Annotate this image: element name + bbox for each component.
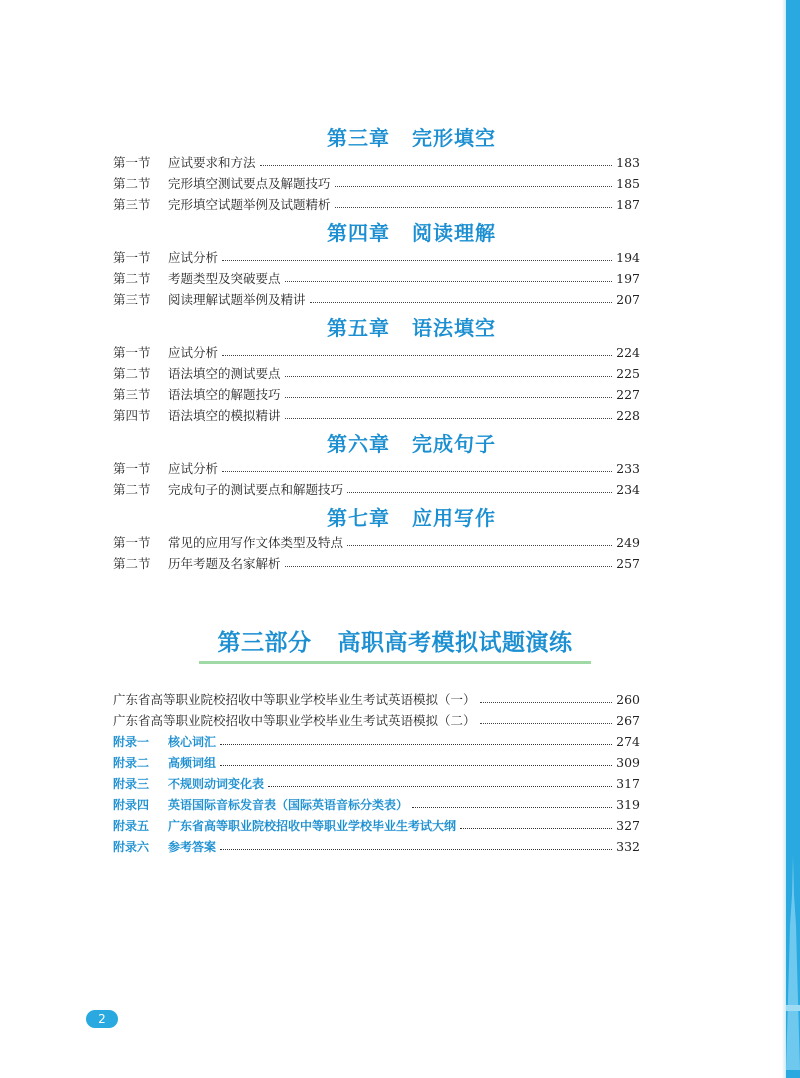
dot-leader <box>460 828 612 829</box>
entry-label: 语法填空的模拟精讲 <box>168 408 281 423</box>
dot-leader <box>268 786 612 787</box>
page-number: 185 <box>616 176 640 191</box>
section-number: 第四节 <box>113 408 151 423</box>
toc-entry[interactable] <box>113 152 640 173</box>
chapter-number: 第四章 <box>327 221 390 245</box>
dot-leader <box>222 260 612 261</box>
page-number: 317 <box>616 776 640 791</box>
appendix-number: 附录一 <box>113 735 150 749</box>
appendix-number: 附录五 <box>113 819 150 833</box>
appendix-entry[interactable] <box>113 794 640 815</box>
entry-label: 英语国际音标发音表（国际英语音标分类表） <box>168 798 409 812</box>
entry-label: 应试要求和方法 <box>168 155 256 170</box>
chapter-number: 第三章 <box>327 126 390 150</box>
section-number: 第二节 <box>113 556 151 571</box>
dot-leader <box>412 807 612 808</box>
appendix-number: 附录六 <box>113 840 150 854</box>
appendix-number: 附录四 <box>113 798 150 812</box>
entry-label: 参考答案 <box>168 840 217 854</box>
chapter-title <box>113 504 640 532</box>
section-number: 第二节 <box>113 176 151 191</box>
dot-leader <box>285 281 612 282</box>
entry-label: 阅读理解试题举例及精讲 <box>168 292 306 307</box>
chapter-name: 语法填空 <box>412 316 496 340</box>
chapter-title <box>113 219 640 247</box>
part-number: 第三部分 <box>217 630 312 656</box>
appendix-list <box>113 689 640 857</box>
toc-entry[interactable] <box>113 458 640 479</box>
entry-label: 语法填空的解题技巧 <box>168 387 281 402</box>
chapter-number: 第五章 <box>327 316 390 340</box>
toc-entry[interactable] <box>113 194 640 215</box>
entry-label: 应试分析 <box>168 461 219 476</box>
section-number: 第一节 <box>113 535 151 550</box>
dot-leader <box>335 186 612 187</box>
page-number: 194 <box>616 250 640 265</box>
chapter-number: 第七章 <box>327 506 390 530</box>
toc-entry[interactable] <box>113 384 640 405</box>
dot-leader <box>220 849 612 850</box>
page-number: 187 <box>616 197 640 212</box>
section-number: 第三节 <box>113 197 151 212</box>
appendix-number: 附录二 <box>113 756 150 770</box>
table-of-contents <box>113 124 640 578</box>
toc-entry[interactable] <box>113 479 640 500</box>
entry-label: 应试分析 <box>168 345 219 360</box>
section-number: 第二节 <box>113 271 151 286</box>
page-number: 249 <box>616 535 640 550</box>
chapter-name: 应用写作 <box>412 506 496 530</box>
chapter-4 <box>113 219 640 310</box>
page-number-badge: 2 <box>86 1010 118 1028</box>
dot-leader <box>220 765 612 766</box>
dot-leader <box>310 302 612 303</box>
page-number: 207 <box>616 292 640 307</box>
section-number: 第一节 <box>113 345 151 360</box>
dot-leader <box>220 744 612 745</box>
appendix-entry[interactable] <box>113 815 640 836</box>
dot-leader <box>222 471 612 472</box>
page-number: 327 <box>616 818 640 833</box>
entry-label: 应试分析 <box>168 250 219 265</box>
page-number: 224 <box>616 345 640 360</box>
section-number: 第一节 <box>113 250 151 265</box>
chapter-number: 第六章 <box>327 432 390 456</box>
chapter-name: 完成句子 <box>412 432 496 456</box>
entry-label: 核心词汇 <box>168 735 217 749</box>
tower-silhouette-icon <box>786 855 800 1070</box>
page-number: 267 <box>616 713 640 728</box>
chapter-name: 完形填空 <box>412 126 496 150</box>
chapter-title <box>113 430 640 458</box>
chapter-3 <box>113 124 640 215</box>
dot-leader <box>480 723 612 724</box>
entry-label: 完成句子的测试要点和解题技巧 <box>168 482 344 497</box>
dot-leader <box>260 165 612 166</box>
entry-label: 考题类型及突破要点 <box>168 271 281 286</box>
chapter-7 <box>113 504 640 574</box>
chapter-title <box>113 314 640 342</box>
page-number: 319 <box>616 797 640 812</box>
entry-label: 广东省高等职业院校招收中等职业学校毕业生考试大纲 <box>168 819 457 833</box>
page-number: 183 <box>616 155 640 170</box>
part-name: 高职高考模拟试题演练 <box>337 630 573 656</box>
entry-label: 语法填空的测试要点 <box>168 366 281 381</box>
entry-label: 不规则动词变化表 <box>168 777 265 791</box>
dot-leader <box>347 545 612 546</box>
appendix-number: 附录三 <box>113 777 150 791</box>
toc-entry[interactable] <box>113 689 640 710</box>
page-number: 197 <box>616 271 640 286</box>
toc-entry[interactable] <box>113 342 640 363</box>
dot-leader <box>285 418 612 419</box>
dot-leader <box>222 355 612 356</box>
toc-entry[interactable] <box>113 553 640 574</box>
toc-entry[interactable] <box>113 247 640 268</box>
page-number: 234 <box>616 482 640 497</box>
toc-entry[interactable] <box>113 268 640 289</box>
page-number: 309 <box>616 755 640 770</box>
section-number: 第三节 <box>113 292 151 307</box>
page-number: 332 <box>616 839 640 854</box>
dot-leader <box>285 397 612 398</box>
appendix-entry[interactable] <box>113 752 640 773</box>
appendix-entry[interactable] <box>113 836 640 857</box>
chapter-6 <box>113 430 640 500</box>
entry-label: 广东省高等职业院校招收中等职业学校毕业生考试英语模拟（一） <box>113 692 476 707</box>
section-number: 第二节 <box>113 366 151 381</box>
section-number: 第一节 <box>113 155 151 170</box>
entry-label: 完形填空测试要点及解题技巧 <box>168 176 331 191</box>
part-title <box>199 624 591 664</box>
dot-leader <box>347 492 612 493</box>
page-number: 257 <box>616 556 640 571</box>
dot-leader <box>285 566 612 567</box>
entry-label: 高频词组 <box>168 756 217 770</box>
section-number: 第三节 <box>113 387 151 402</box>
toc-entry[interactable] <box>113 405 640 426</box>
toc-entry[interactable] <box>113 710 640 731</box>
page-number: 228 <box>616 408 640 423</box>
entry-label: 常见的应用写作文体类型及特点 <box>168 535 344 550</box>
dot-leader <box>285 376 612 377</box>
toc-entry[interactable] <box>113 363 640 384</box>
chapter-name: 阅读理解 <box>412 221 496 245</box>
appendix-entry[interactable] <box>113 731 640 752</box>
toc-entry[interactable] <box>113 289 640 310</box>
entry-label: 历年考题及名家解析 <box>168 556 281 571</box>
entry-label: 完形填空试题举例及试题精析 <box>168 197 331 212</box>
dot-leader <box>480 702 612 703</box>
page-number: 233 <box>616 461 640 476</box>
dot-leader <box>335 207 612 208</box>
page-number: 225 <box>616 366 640 381</box>
section-number: 第二节 <box>113 482 151 497</box>
chapter-5 <box>113 314 640 426</box>
page-number: 227 <box>616 387 640 402</box>
page-number: 260 <box>616 692 640 707</box>
chapter-title <box>113 124 640 152</box>
toc-entry[interactable] <box>113 532 640 553</box>
page-number: 274 <box>616 734 640 749</box>
appendix-entry[interactable] <box>113 773 640 794</box>
entry-label: 广东省高等职业院校招收中等职业学校毕业生考试英语模拟（二） <box>113 713 476 728</box>
toc-entry[interactable] <box>113 173 640 194</box>
section-number: 第一节 <box>113 461 151 476</box>
